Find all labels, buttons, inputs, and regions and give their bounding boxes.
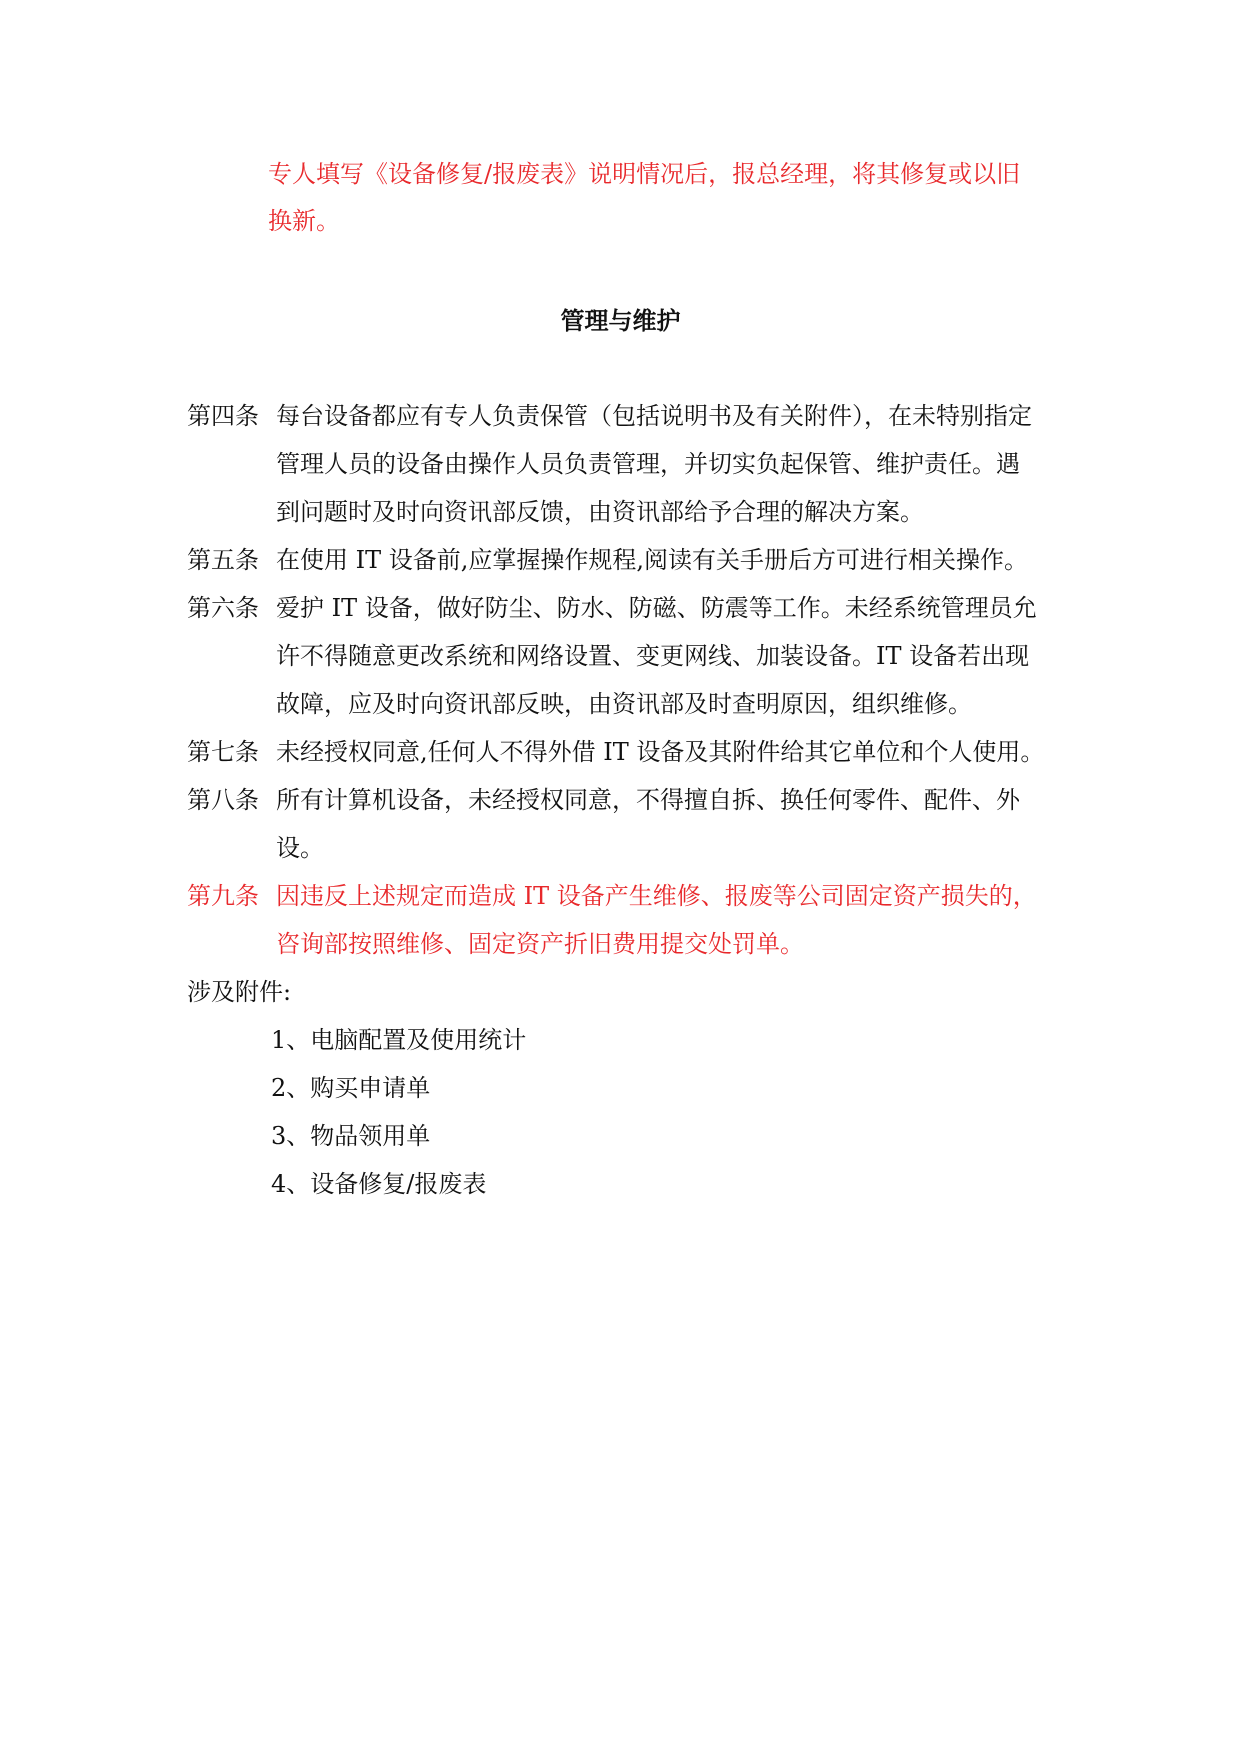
article-number: 第四条 xyxy=(187,402,259,430)
article-line: 管理人员的设备由操作人员负责管理，并切实负起保管、维护责任。遇 xyxy=(276,450,1020,478)
article-line: 因违反上述规定而造成 IT 设备产生维修、报废等公司固定资产损失的， xyxy=(276,882,1037,910)
article-number: 第九条 xyxy=(187,882,259,910)
section-heading: 管理与维护 xyxy=(560,307,681,335)
attachment-item: 3、物品领用单 xyxy=(271,1122,431,1150)
article-line: 所有计算机设备，未经授权同意，不得擅自拆、换任何零件、配件、外 xyxy=(276,786,1020,814)
intro-line-1: 专人填写《设备修复/报废表》说明情况后，报总经理，将其修复或以旧 xyxy=(268,160,1021,188)
attachment-item: 4、设备修复/报废表 xyxy=(271,1170,487,1198)
article-number: 第五条 xyxy=(187,546,259,574)
article-line: 未经授权同意,任何人不得外借 IT 设备及其附件给其它单位和个人使用。 xyxy=(276,738,1045,766)
article-line: 到问题时及时向资讯部反馈，由资讯部给予合理的解决方案。 xyxy=(276,498,924,526)
article-line: 咨询部按照维修、固定资产折旧费用提交处罚单。 xyxy=(276,930,804,958)
article-line: 每台设备都应有专人负责保管（包括说明书及有关附件），在未特别指定 xyxy=(276,402,1032,430)
intro-line-2: 换新。 xyxy=(268,207,340,235)
article-number: 第八条 xyxy=(187,786,259,814)
article-line: 故障，应及时向资讯部反映，由资讯部及时查明原因，组织维修。 xyxy=(276,690,972,718)
article-line: 设。 xyxy=(276,834,324,862)
attachment-item: 1、电脑配置及使用统计 xyxy=(271,1026,527,1054)
article-number: 第七条 xyxy=(187,738,259,766)
attachment-item: 2、购买申请单 xyxy=(271,1074,431,1102)
attachments-label: 涉及附件: xyxy=(187,978,292,1006)
article-line: 爱护 IT 设备，做好防尘、防水、防磁、防震等工作。未经系统管理员允 xyxy=(276,594,1037,622)
article-line: 在使用 IT 设备前,应掌握操作规程,阅读有关手册后方可进行相关操作。 xyxy=(276,546,1029,574)
article-line: 许不得随意更改系统和网络设置、变更网线、加装设备。IT 设备若出现 xyxy=(276,642,1030,670)
article-number: 第六条 xyxy=(187,594,259,622)
